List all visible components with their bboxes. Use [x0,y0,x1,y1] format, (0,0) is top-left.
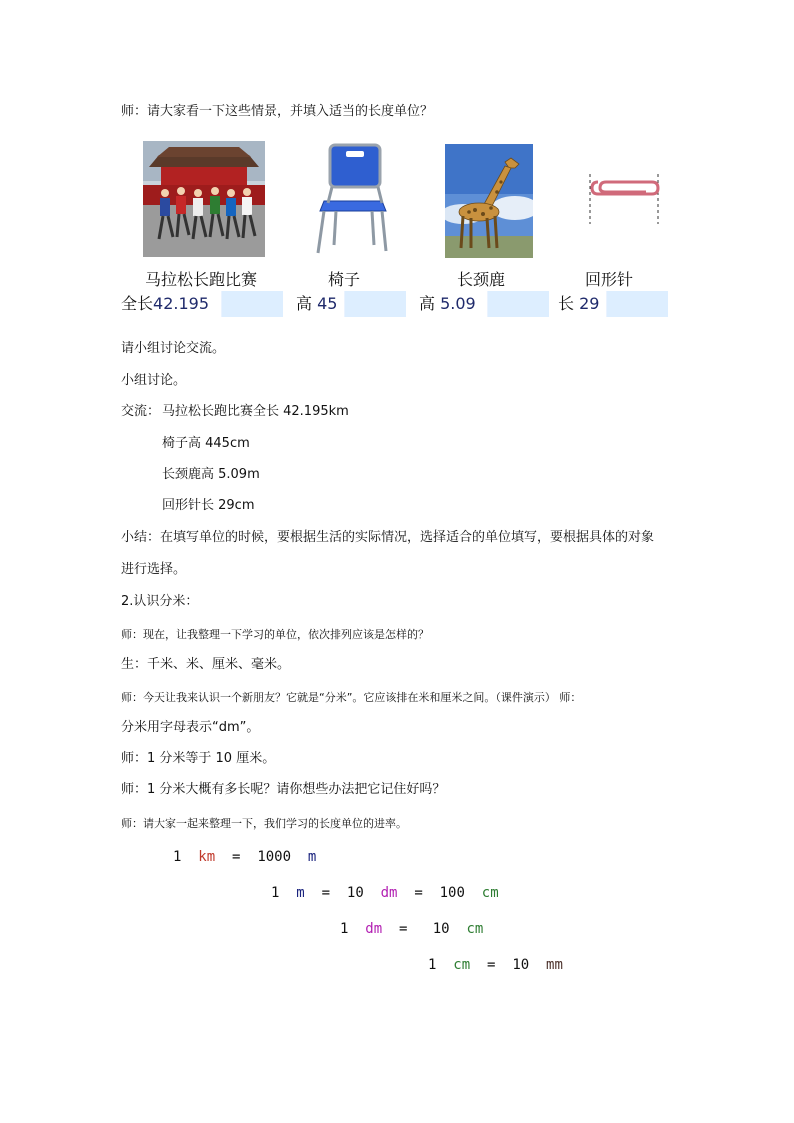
answer-blank-chair[interactable] [344,291,406,317]
prefix-value: 29 [579,294,600,313]
summary-line-2: 进行选择。 [121,562,187,577]
exchange-line: 回形针长 29cm [162,498,255,513]
eq-sign: = [487,957,496,973]
eq-number: 1 [428,957,437,973]
eq-sign: = [414,885,423,901]
prefix-paperclip [558,294,599,314]
intro-line: 师：请大家看一下这些情景，并填入适当的长度单位？ [121,104,434,119]
eq-number: 1 [340,921,349,937]
marathon-photo [143,141,265,257]
caption-giraffe: 长颈鹿 [457,270,506,289]
answer-blank-marathon[interactable] [221,291,283,317]
unit-mm: mm [546,957,563,973]
equation-dm-cm [340,920,483,938]
answer-blank-giraffe[interactable] [487,291,549,317]
prefix-label: 高 [296,294,313,313]
prefix-chair [296,294,337,314]
prefix-value: 42.195 [153,294,209,313]
unit-cm: cm [453,957,471,973]
prefix-label: 高 [419,294,436,313]
dialog-line: 师：现在，让我整理一下学习的单位，依次排列应该是怎样的？ [121,628,429,641]
eq-number: 1000 [257,849,292,865]
eq-number: 10 [432,921,450,937]
eq-number: 10 [346,885,364,901]
paperclip-photo [586,174,664,224]
summary-line-1: 小结：在填写单位的时候，要根据生活的实际情况，选择适合的单位填写，要根据具体的对象 [121,530,655,545]
prefix-label: 全长 [121,294,154,313]
chair-photo [316,141,388,257]
equation-m-dm-cm [271,884,499,902]
unit-dm: dm [380,885,398,901]
unit-km: km [198,849,216,865]
dialog-line: 师：1 分米大概有多长呢？请你想些办法把它记住好吗？ [121,782,446,797]
answer-blank-paperclip[interactable] [606,291,668,317]
unit-m: m [307,849,317,865]
exchange-line: 长颈鹿高 5.09m [162,467,260,482]
prefix-giraffe [419,294,476,314]
equation-cm-mm [428,956,563,974]
prefix-value: 5.09 [440,294,476,313]
prefix-label: 长 [558,294,575,313]
unit-cm: cm [466,921,484,937]
unit-dm: dm [365,921,383,937]
eq-number: 10 [512,957,530,973]
eq-number: 1 [173,849,182,865]
prefix-value: 45 [317,294,338,313]
discuss-prompt: 请小组讨论交流。 [121,341,226,356]
caption-paperclip: 回形针 [585,270,634,289]
eq-number: 100 [439,885,465,901]
dialog-line: 分米用字母表示“dm”。 [121,720,260,735]
eq-number: 1 [271,885,280,901]
prefix-marathon [121,294,209,314]
exchange-line: 马拉松长跑比赛全长 42.195km [162,404,349,419]
caption-marathon: 马拉松长跑比赛 [145,270,258,289]
caption-chair: 椅子 [328,270,361,289]
dialog-line: 师：1 分米等于 10 厘米。 [121,751,276,766]
group-discuss: 小组讨论。 [121,373,187,388]
section-heading: 2.认识分米： [121,594,199,609]
eq-sign: = [232,849,241,865]
dialog-line: 师：请大家一起来整理一下，我们学习的长度单位的进率。 [121,817,407,830]
unit-cm: cm [481,885,499,901]
unit-m: m [296,885,305,901]
equation-km-m [173,848,316,866]
eq-sign: = [321,885,331,901]
exchange-label: 交流： [121,404,161,419]
dialog-line: 生：千米、米、厘米、毫米。 [121,657,291,672]
dialog-line: 师：今天让我来认识一个新朋友？它就是“分米”。它应该排在米和厘米之间。（课件演示） 师： [121,691,582,704]
eq-sign: = [399,921,408,937]
giraffe-photo [445,144,533,258]
exchange-line: 椅子高 445cm [162,436,250,451]
